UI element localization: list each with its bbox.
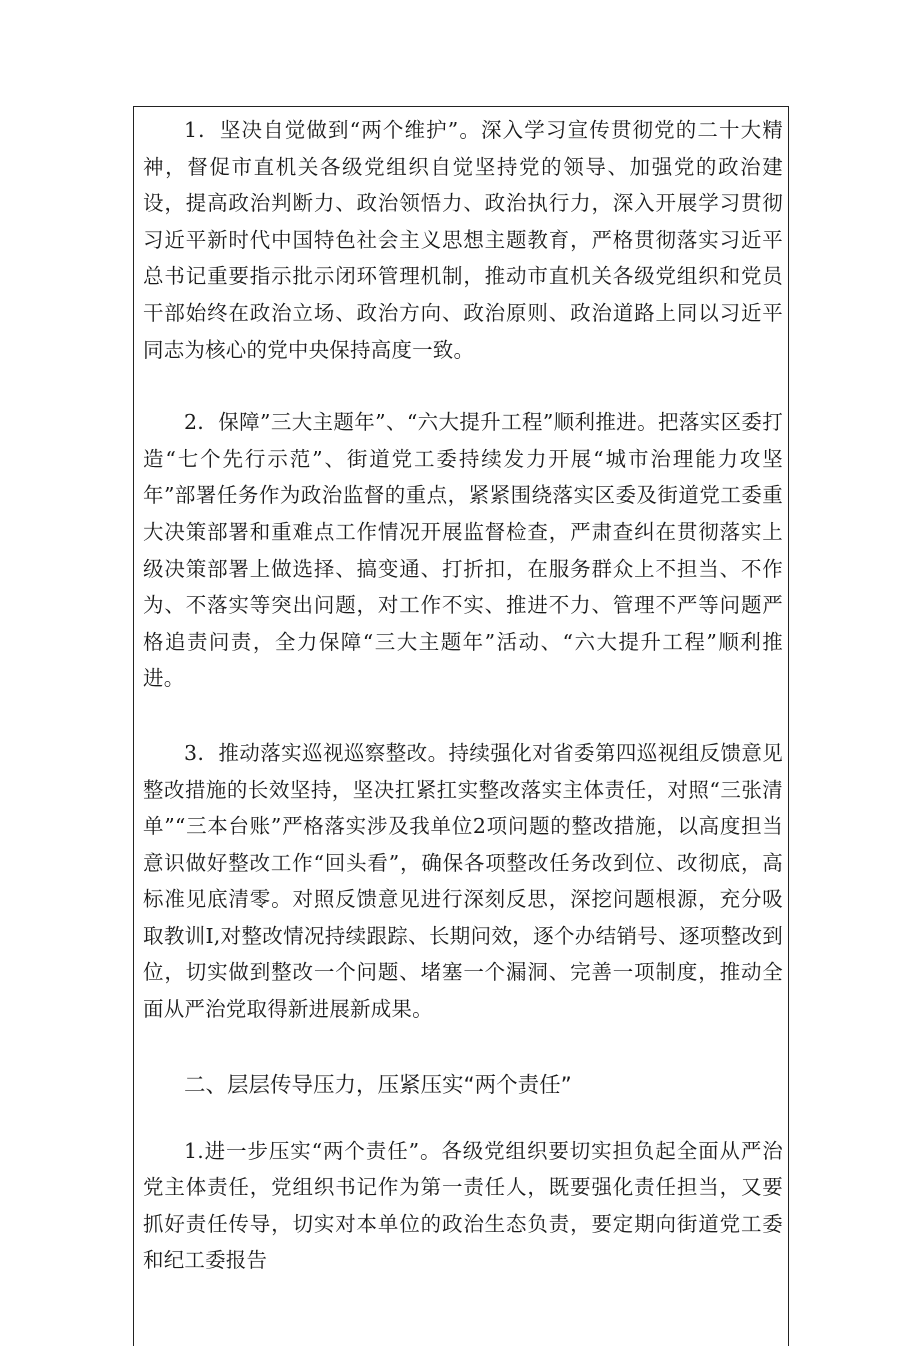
section-heading: 二、层层传导压力，压紧压实“两个责任”: [184, 1072, 572, 1098]
paragraph-3: 3．推动落实巡视巡察整改。持续强化对省委第四巡视组反馈意见整改措施的长效坚持，坚决扛紧扛实整改落实主体责任，对照“三张清单”“三本台账”严格落实涉及我单位2项问题的整改措施，以高度担当意识做好整改工作“回头看”，确保各项整改任务改到位、改彻底，高标准见底清零。对照反馈意见进行深刻反思，深挖问题根源，充分吸取教训I,对整改情况持续跟踪、长期问效，逐个办结销号、逐项整改到位，切实做到整改一个问题、堵塞一个漏洞、完善一项制度，推动全面从严治党取得新进展新成果。: [143, 740, 783, 1022]
paragraph-1: 1．坚决自觉做到“两个维护”。深入学习宣传贯彻党的二十大精神，督促市直机关各级党组织自觉坚持党的领导、加强党的政治建设，提高政治判断力、政治领悟力、政治执行力，深入开展学习贯彻习近平新时代中国特色社会主义思想主题教育，严格贯彻落实习近平总书记重要指示批示闭环管理机制，推动市直机关各级党组织和党员干部始终在政治立场、政治方向、政治原则、政治道路上同以习近平同志为核心的党中央保持高度一致。: [143, 118, 783, 362]
paragraph-2: 2．保障”三大主题年”、“六大提升工程”顺利推进。把落实区委打造“七个先行示范”、街道党工委持续发力开展“城市治理能力攻坚年”部署任务作为政治监督的重点，紧紧围绕落实区委及街道党工委重大决策部署和重难点工作情况开展监督检查，严肃查纠在贯彻落实上级决策部署上做选择、搞变通、打折扣，在服务群众上不担当、不作为、不落实等突出问题，对工作不实、推进不力、管理不严等问题严格追责问责，全力保障“三大主题年”活动、“六大提升工程”顺利推进。: [143, 410, 783, 691]
paragraph-4: 1.进一步压实“两个责任”。各级党组织要切实担负起全面从严治党主体责任，党组织书记作为第一责任人，既要强化责任担当，又要抓好责任传导，切实对本单位的政治生态负责，要定期向街道党工委和纪工委报告: [143, 1138, 783, 1273]
document-body: [143, 108, 783, 1279]
